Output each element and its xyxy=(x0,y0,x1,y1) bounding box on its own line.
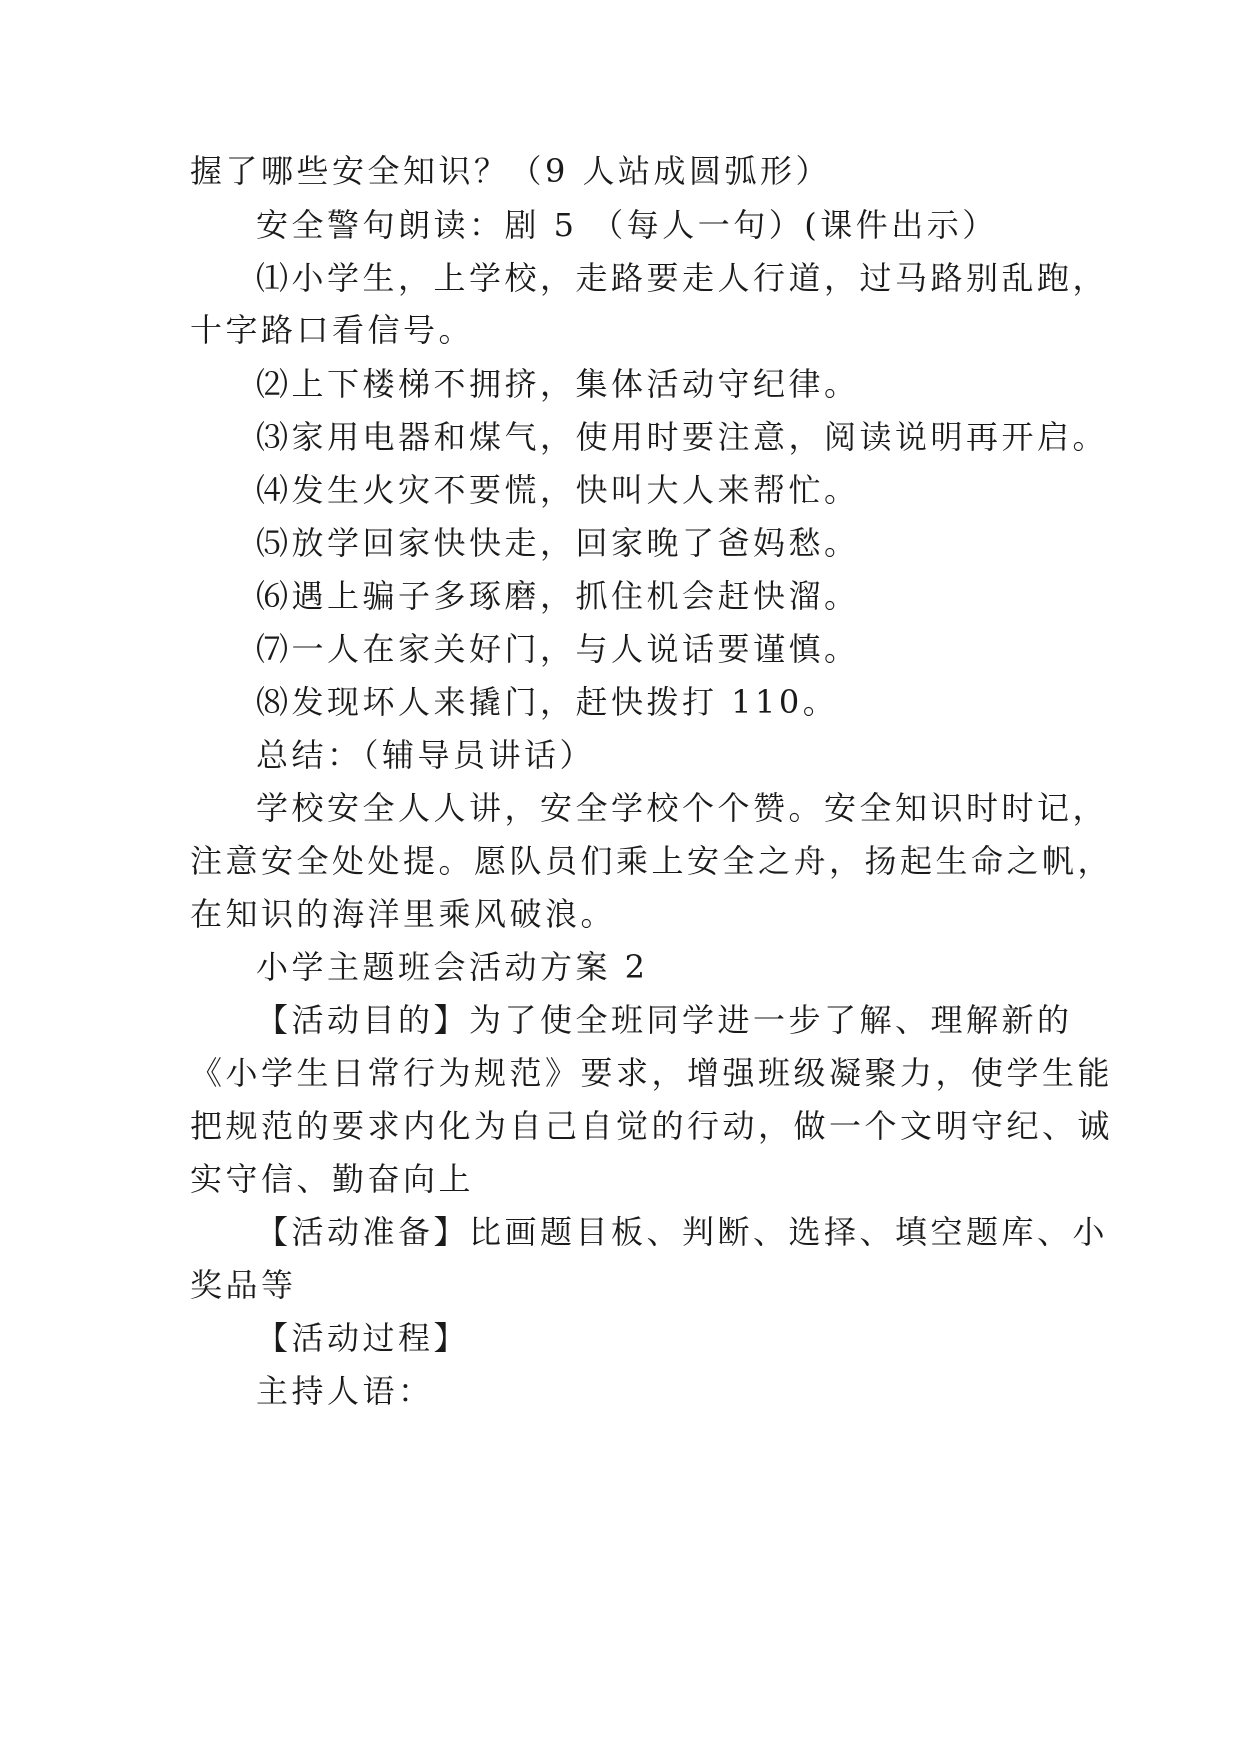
text-line: 《小学生日常行为规范》要求，增强班级凝聚力，使学生能 xyxy=(190,1054,1114,1092)
text-line: 把规范的要求内化为自己自觉的行动，做一个文明守纪、诚 xyxy=(190,1107,1114,1145)
text-line: ⑹遇上骗子多琢磨，抓住机会赶快溜。 xyxy=(256,577,860,615)
text-line: 十字路口看信号。 xyxy=(190,311,475,349)
text-line: 安全警句朗读：剧 5 （每人一句）(课件出示） xyxy=(256,206,998,244)
text-line: 【活动过程】 xyxy=(256,1319,470,1357)
text-line: 小学主题班会活动方案 2 xyxy=(256,948,649,986)
text-line: ⑺一人在家关好门，与人说话要谨慎。 xyxy=(256,630,860,668)
text-line: 【活动目的】为了使全班同学进一步了解、理解新的 xyxy=(256,1001,1073,1039)
text-line: ⑸放学回家快快走，回家晚了爸妈愁。 xyxy=(256,524,860,562)
text-line: ⑵上下楼梯不拥挤，集体活动守纪律。 xyxy=(256,365,860,403)
text-line: 学校安全人人讲，安全学校个个赞。安全知识时时记， xyxy=(256,789,1109,827)
text-line: ⑷发生火灾不要慌，快叫大人来帮忙。 xyxy=(256,471,860,509)
text-line: 主持人语： xyxy=(256,1372,434,1410)
text-line: ⑻发现坏人来撬门，赶快拨打 110。 xyxy=(256,683,839,721)
text-line: 【活动准备】比画题目板、判断、选择、填空题库、小 xyxy=(256,1213,1109,1251)
text-line: ⑴小学生，上学校，走路要走人行道，过马路别乱跑， xyxy=(256,259,1109,297)
text-line: ⑶家用电器和煤气，使用时要注意，阅读说明再开启。 xyxy=(256,418,1109,456)
text-line: 实守信、勤奋向上 xyxy=(190,1160,475,1198)
text-line: 奖品等 xyxy=(190,1266,297,1304)
text-line: 总结：（辅导员讲话） xyxy=(256,736,596,774)
text-line: 握了哪些安全知识？（9 人站成圆弧形） xyxy=(190,152,832,190)
text-line: 注意安全处处提。愿队员们乘上安全之舟，扬起生命之帆， xyxy=(190,842,1114,880)
text-line: 在知识的海洋里乘风破浪。 xyxy=(190,895,617,933)
